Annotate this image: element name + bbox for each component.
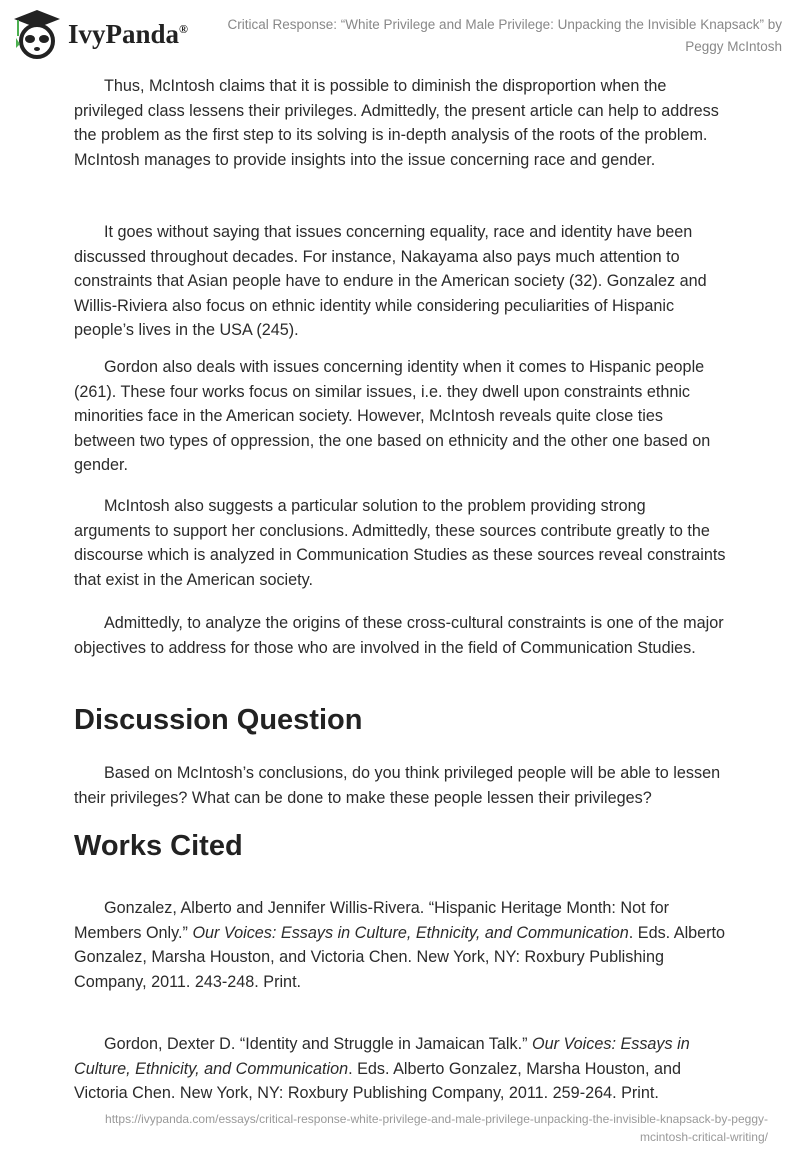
source-url[interactable]: https://ivypanda.com/essays/critical-response-white-privilege-and-male-privilege-unpacking-the-invisible-knapsack-by-peggy-mcintosh-critical-writing/ [105, 1112, 768, 1144]
works-cited-heading: Works Cited [74, 830, 243, 862]
paragraph: Thus, McIntosh claims that it is possible to diminish the disproportion when the privileged class lessens their privileges. Admittedly, the present article can help to address the problem as the first step to its solving is in-depth analysis of the roots of the problem. McIntosh manages to provide insights into the issue concerning race and gender. [74, 77, 719, 169]
document-title: Critical Response: “White Privilege and Male Privilege: Unpacking the Invisible Knapsack” by Peggy McIntosh [227, 17, 782, 54]
discussion-heading: Discussion Question [74, 704, 363, 736]
discussion-text: Based on McIntosh’s conclusions, do you think privileged people will be able to lessen their privileges? What can be done to make these people lessen their privileges? [74, 764, 721, 807]
paragraph: McIntosh also suggests a particular solution to the problem providing strong arguments to support her conclusions. Admittedly, these sources contribute greatly to the discourse which is analyzed in Communication Studies as these sources reveal constraints that exist in the American society. [74, 497, 726, 589]
citation-entry: Gordon, Dexter D. “Identity and Struggle in Jamaican Talk.” Our Voices: Essays in Culture, Ethnicity, and Communication. Eds. Alberto Gonzalez, Marsha Houston, and Victoria Chen. New York, NY: Roxbury Publishing Company, 2011. 259-264. Print. [74, 1035, 690, 1102]
paragraph: Gordon also deals with issues concerning identity when it comes to Hispanic people (261). These four works focus on similar issues, i.e. they dwell upon constraints ethnic minorities face in the American society. However, McIntosh reveals quite close ties between two types of oppression, the one based on ethnicity and the other one based on gender. [74, 358, 711, 474]
paragraph: It goes without saying that issues concerning equality, race and identity have been discussed throughout decades. For instance, Nakayama also pays much attention to constraints that Asian people have to endure in the American society (32). Gonzalez and Willis-Riviera also focus on ethnic identity while considering peculiarities of Hispanic people’s lives in the USA (245). [74, 223, 707, 339]
paragraph: Admittedly, to analyze the origins of these cross-cultural constraints is one of the major objectives to address for those who are involved in the field of Communication Studies. [74, 614, 724, 657]
ivypanda-logo[interactable] [12, 8, 188, 60]
citation-entry: Gonzalez, Alberto and Jennifer Willis-Rivera. “Hispanic Heritage Month: Not for Members Only.” Our Voices: Essays in Culture, Ethnicity, and Communication. Eds. Alberto Gonzalez, Marsha Houston, and Victoria Chen. New York, NY: Roxbury Publishing Company, 2011. 243-248. Print. [74, 899, 726, 991]
panda-graduate-icon [12, 8, 62, 60]
brand-name: IvyPanda® [68, 18, 189, 49]
